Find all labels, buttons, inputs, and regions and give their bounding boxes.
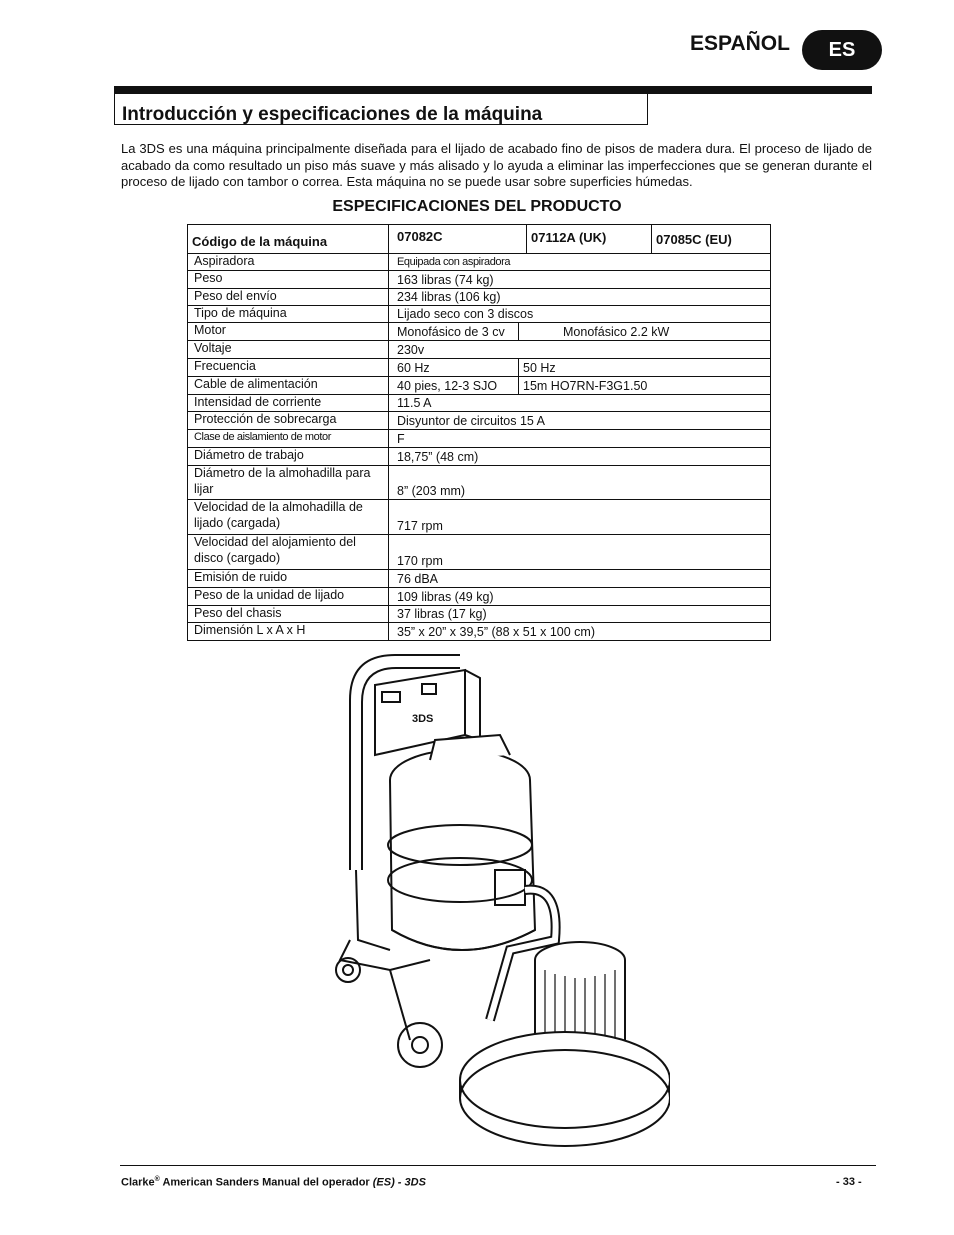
spec-label: Peso del envío xyxy=(188,289,389,305)
footer-reg-mark: ® xyxy=(154,1176,160,1183)
spec-value: Disyuntor de circuitos 15 A xyxy=(397,413,545,428)
language-code-badge: ES xyxy=(802,30,882,70)
spec-label: Protección de sobrecarga xyxy=(188,412,389,429)
spec-label: Frecuencia xyxy=(188,359,389,376)
spec-label: Dimensión L x A x H xyxy=(188,623,389,640)
spec-value: 11.5 A xyxy=(397,395,432,410)
table-row xyxy=(188,289,770,306)
spec-table xyxy=(187,224,771,641)
spec-label: Voltaje xyxy=(188,341,389,358)
spec-value: 40 pies, 12-3 SJO xyxy=(389,377,519,394)
floor-sander-illustration xyxy=(330,640,670,1150)
table-row xyxy=(188,570,770,588)
intro-paragraph: La 3DS es una máquina principalmente diseñada para el lijado de acabado fino de pisos de madera dura. El proceso de lijado de acabado da como resultado un piso más suave y más alisado y lo ayuda a eliminar las imperfecciones que se generan durante el proceso de lijado con tambor o correa. Esta máquina no se puede usar sobre superficies húmedas. xyxy=(121,141,872,189)
language-label: ESPAÑOL xyxy=(690,32,790,55)
spec-value: 60 Hz xyxy=(389,359,519,376)
table-row xyxy=(188,606,770,623)
spec-value: 170 rpm xyxy=(397,553,443,568)
footer-manual-title: American Sanders Manual del operador xyxy=(159,1176,373,1189)
spec-value: 109 libras (49 kg) xyxy=(397,589,494,604)
table-row xyxy=(188,323,770,341)
spec-label: Peso de la unidad de lijado xyxy=(188,588,389,605)
table-row xyxy=(188,623,770,640)
page-number: - 33 - xyxy=(836,1176,862,1188)
table-row xyxy=(188,588,770,606)
spec-value: 76 dBA xyxy=(397,571,439,586)
spec-table-body xyxy=(188,254,770,640)
spec-value: 37 libras (17 kg) xyxy=(397,606,487,621)
machine-model-label: 3DS xyxy=(412,713,434,725)
spec-label: Emisión de ruido xyxy=(188,570,389,587)
spec-value: 18,75” (48 cm) xyxy=(397,449,479,464)
table-row xyxy=(188,412,770,430)
spec-label: Aspiradora xyxy=(188,254,389,270)
table-row xyxy=(188,395,770,412)
header-rule xyxy=(114,86,872,94)
spec-value-alt: 50 Hz xyxy=(523,360,556,375)
page-title: Introducción y especificaciones de la máquina xyxy=(122,104,543,125)
spec-label: Diámetro de la almohadilla para lijar xyxy=(188,466,389,499)
table-row xyxy=(188,500,770,535)
spec-label: Cable de alimentación xyxy=(188,377,389,394)
table-row xyxy=(188,448,770,466)
footer-text xyxy=(121,1176,426,1189)
spec-label: Diámetro de trabajo xyxy=(188,448,389,465)
table-row xyxy=(188,466,770,500)
spec-label: Velocidad de la almohadilla de lijado (cargada) xyxy=(188,500,389,534)
spec-label: Motor xyxy=(188,323,389,340)
header-machine-code: Código de la máquina xyxy=(188,225,389,253)
spec-value: Equipada con aspiradora xyxy=(397,255,511,268)
spec-value: 717 rpm xyxy=(397,518,443,533)
spec-value: F xyxy=(397,431,405,446)
table-row xyxy=(188,430,770,448)
spec-value-alt: 15m HO7RN-F3G1.50 xyxy=(523,378,648,393)
spec-label: Intensidad de corriente xyxy=(188,395,389,411)
table-row xyxy=(188,341,770,359)
spec-value-alt: Monofásico 2.2 kW xyxy=(563,324,670,339)
spec-label: Peso del chasis xyxy=(188,606,389,622)
table-row xyxy=(188,306,770,323)
table-row xyxy=(188,359,770,377)
spec-heading: ESPECIFICACIONES DEL PRODUCTO xyxy=(332,198,622,215)
header-07112a: 07112A (UK) xyxy=(527,225,652,253)
spec-label: Clase de aislamiento de motor xyxy=(188,430,389,447)
spec-value: Monofásico de 3 cv xyxy=(389,323,519,340)
spec-value: 163 libras (74 kg) xyxy=(397,272,494,287)
spec-table-header xyxy=(188,225,770,254)
header-07085c: 07085C (EU) xyxy=(656,232,732,247)
table-row xyxy=(188,254,770,271)
spec-label: Peso xyxy=(188,271,389,288)
footer-rule xyxy=(120,1165,876,1166)
spec-value: 230v xyxy=(397,342,425,357)
spec-value: 8” (203 mm) xyxy=(397,483,466,498)
spec-label: Velocidad del alojamiento del disco (cargado) xyxy=(188,535,389,569)
header-07082c: 07082C xyxy=(389,225,527,253)
footer-edition: (ES) - 3DS xyxy=(372,1176,426,1189)
spec-label: Tipo de máquina xyxy=(188,306,389,322)
spec-value: 35” x 20” x 39,5” (88 x 51 x 100 cm) xyxy=(397,624,596,639)
spec-value: 234 libras (106 kg) xyxy=(397,289,501,304)
spec-value: Lijado seco con 3 discos xyxy=(397,306,534,321)
table-row xyxy=(188,535,770,570)
table-row xyxy=(188,271,770,289)
footer-brand: Clarke xyxy=(121,1176,155,1189)
table-row xyxy=(188,377,770,395)
